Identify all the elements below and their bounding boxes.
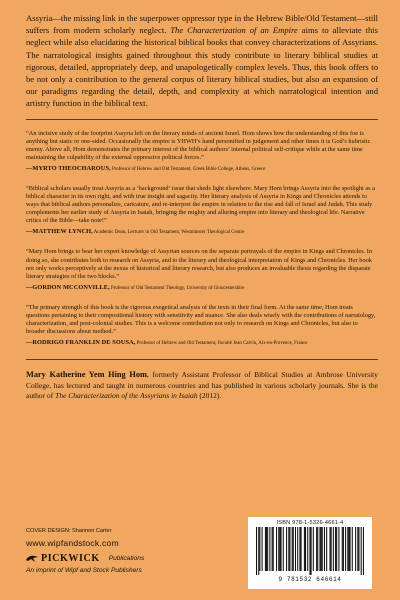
- book-description: [26, 12, 378, 110]
- description-text: Assyria—the missing link in the superpower oppressor type in the Hebrew Bible/Old Testament—still suffers from modern scholarly neglect.: [26, 13, 378, 36]
- description-text-cont: aims to alleviate this neglect while also elucidating the historical biblical books that convey characterizations of Assyrians. The narratological insights gained throughout this study contribute to literary biblical studies at rigorous, detailed, appropriately deep, and unapologetically complex levels. Thus, this book offers to be not only a contribution to the general corpus of literary biblical studies, but also an expansion of our paradigms regarding the detail, depth, and complexity at which narratological intention and artistry function in the biblical text.: [26, 25, 379, 109]
- isbn-number: ISBN 978-1-5326-4661-4: [276, 520, 344, 526]
- isbn-barcode: [248, 517, 372, 589]
- previous-book-title: The Characterization of the Assyrians in Isaiah: [55, 391, 198, 401]
- bird-logo-icon: [26, 554, 38, 563]
- publisher-subname: Publications: [108, 555, 145, 562]
- author-bio: [26, 370, 378, 401]
- divider: [26, 119, 378, 120]
- book-title: The Characterization of an Empire: [170, 25, 298, 36]
- publisher-name: PICKWICK: [41, 553, 100, 564]
- endorser-affiliation: Professor of Old Testament Theology, University of Gloucestershire: [109, 285, 245, 291]
- publisher-logo-line: [26, 553, 186, 564]
- endorser-name: —MATTHEW LYNCH,: [26, 228, 93, 236]
- endorsement-quote: “An incisive study of the footprint Assyria left on the literary minds of ancient Israel. Hom shows how the understanding of this foe is anything but static or one-sided. Occasionally the empire is YHWH’s hand personified in judgement and other times it is God’s hubristic enemy. Above all, Hom demonstrates the primary interest of the biblical authors’ internal political self-critique while at the same time maintaining the culpability of the external oppressive political forces.”: [26, 129, 371, 161]
- endorsement-quote: “Biblical scholars usually treat Assyria as a ‘background’ issue that sheds light elsewhere. Mary Hom brings Assyria into the spotlight as a biblical character in its own right, and with true insight and sagacity. Her literary analysis of Assyria in Kings and Chronicles attends to ways that biblical authors personalize, caricature, and re-interpret the empire in relation to the rise and fall of Israel and Judah. This study complements her earlier study of Assyria in Isaiah, bringing the mighty and alluring empire into literary and theological life. Narrative critics of the Bible—take note!”: [26, 185, 375, 225]
- endorser-name: —GORDON MCCONVILLE,: [26, 283, 110, 291]
- publisher-footer: [26, 528, 186, 574]
- endorsement-1: [26, 130, 378, 174]
- divider: [26, 359, 378, 360]
- endorsement-quote: “The primary strength of this book is the rigorous exegetical analysis of the texts in their final form. At the same time, Hom treats questions pertaining to their compositional history with sensitivity and nuance. She also deals wisely with the contributions of narratology, characterization, and post-colonial studies. This is a welcome contribution not only to research on Kings and Chronicles, but also to broader discussions about method.”: [26, 303, 376, 336]
- author-name: Mary Katherine Yem Hing Hom: [26, 370, 147, 380]
- barcode-icon: [256, 527, 364, 575]
- publisher-website: www.wipfandstock.com: [26, 538, 119, 548]
- endorser-affiliation: Professor of Hebrew and Old Testament, Faculté Jean Calvin, Aix-en-Provence, France: [135, 341, 308, 347]
- imprint-line: An imprint of Wipf and Stock Publishers: [26, 567, 142, 574]
- back-cover-text: [26, 12, 378, 401]
- cover-design-credit: COVER DESIGN: Shannon Carter: [26, 528, 112, 534]
- endorsement-quote: “Mary Hom brings to bear her expert knowledge of Assyrian sources on the separate portrayals of the empire in Kings and Chronicles. In doing so, she contributes both to research on Assyria, and to the literary and theological interpretation of Kings and Chronicles. Her book not only works perceptively at the nexus of historical and literary research, but also produces an invaluable thesis regarding the disparate literary strategies of the two blocks.”: [26, 248, 373, 280]
- endorser-affiliation: Academic Dean, Lecturer in Old Testament, Westminster Theological Centre: [92, 230, 245, 236]
- endorsement-2: [26, 185, 378, 237]
- endorsement-4: [26, 304, 378, 348]
- endorser-name: —RODRIGO FRANKLIN DE SOUSA,: [26, 339, 136, 347]
- barcode-digits: 9 781532 646614: [278, 576, 342, 583]
- bio-text-tail: (2012).: [197, 391, 222, 401]
- endorsement-3: [26, 248, 378, 292]
- endorser-affiliation: Professor of Hebrew and Old Testament, Greek Bible College, Athens, Greece: [110, 167, 266, 172]
- bio-text: , formerly Assistant Professor of Biblical Studies at Ambrose University College, has lectured and taught in numerous countries and has published in various scholarly journals. She is the author of: [26, 370, 378, 401]
- endorser-name: —MYRTO THEOCHAROUS,: [26, 165, 111, 172]
